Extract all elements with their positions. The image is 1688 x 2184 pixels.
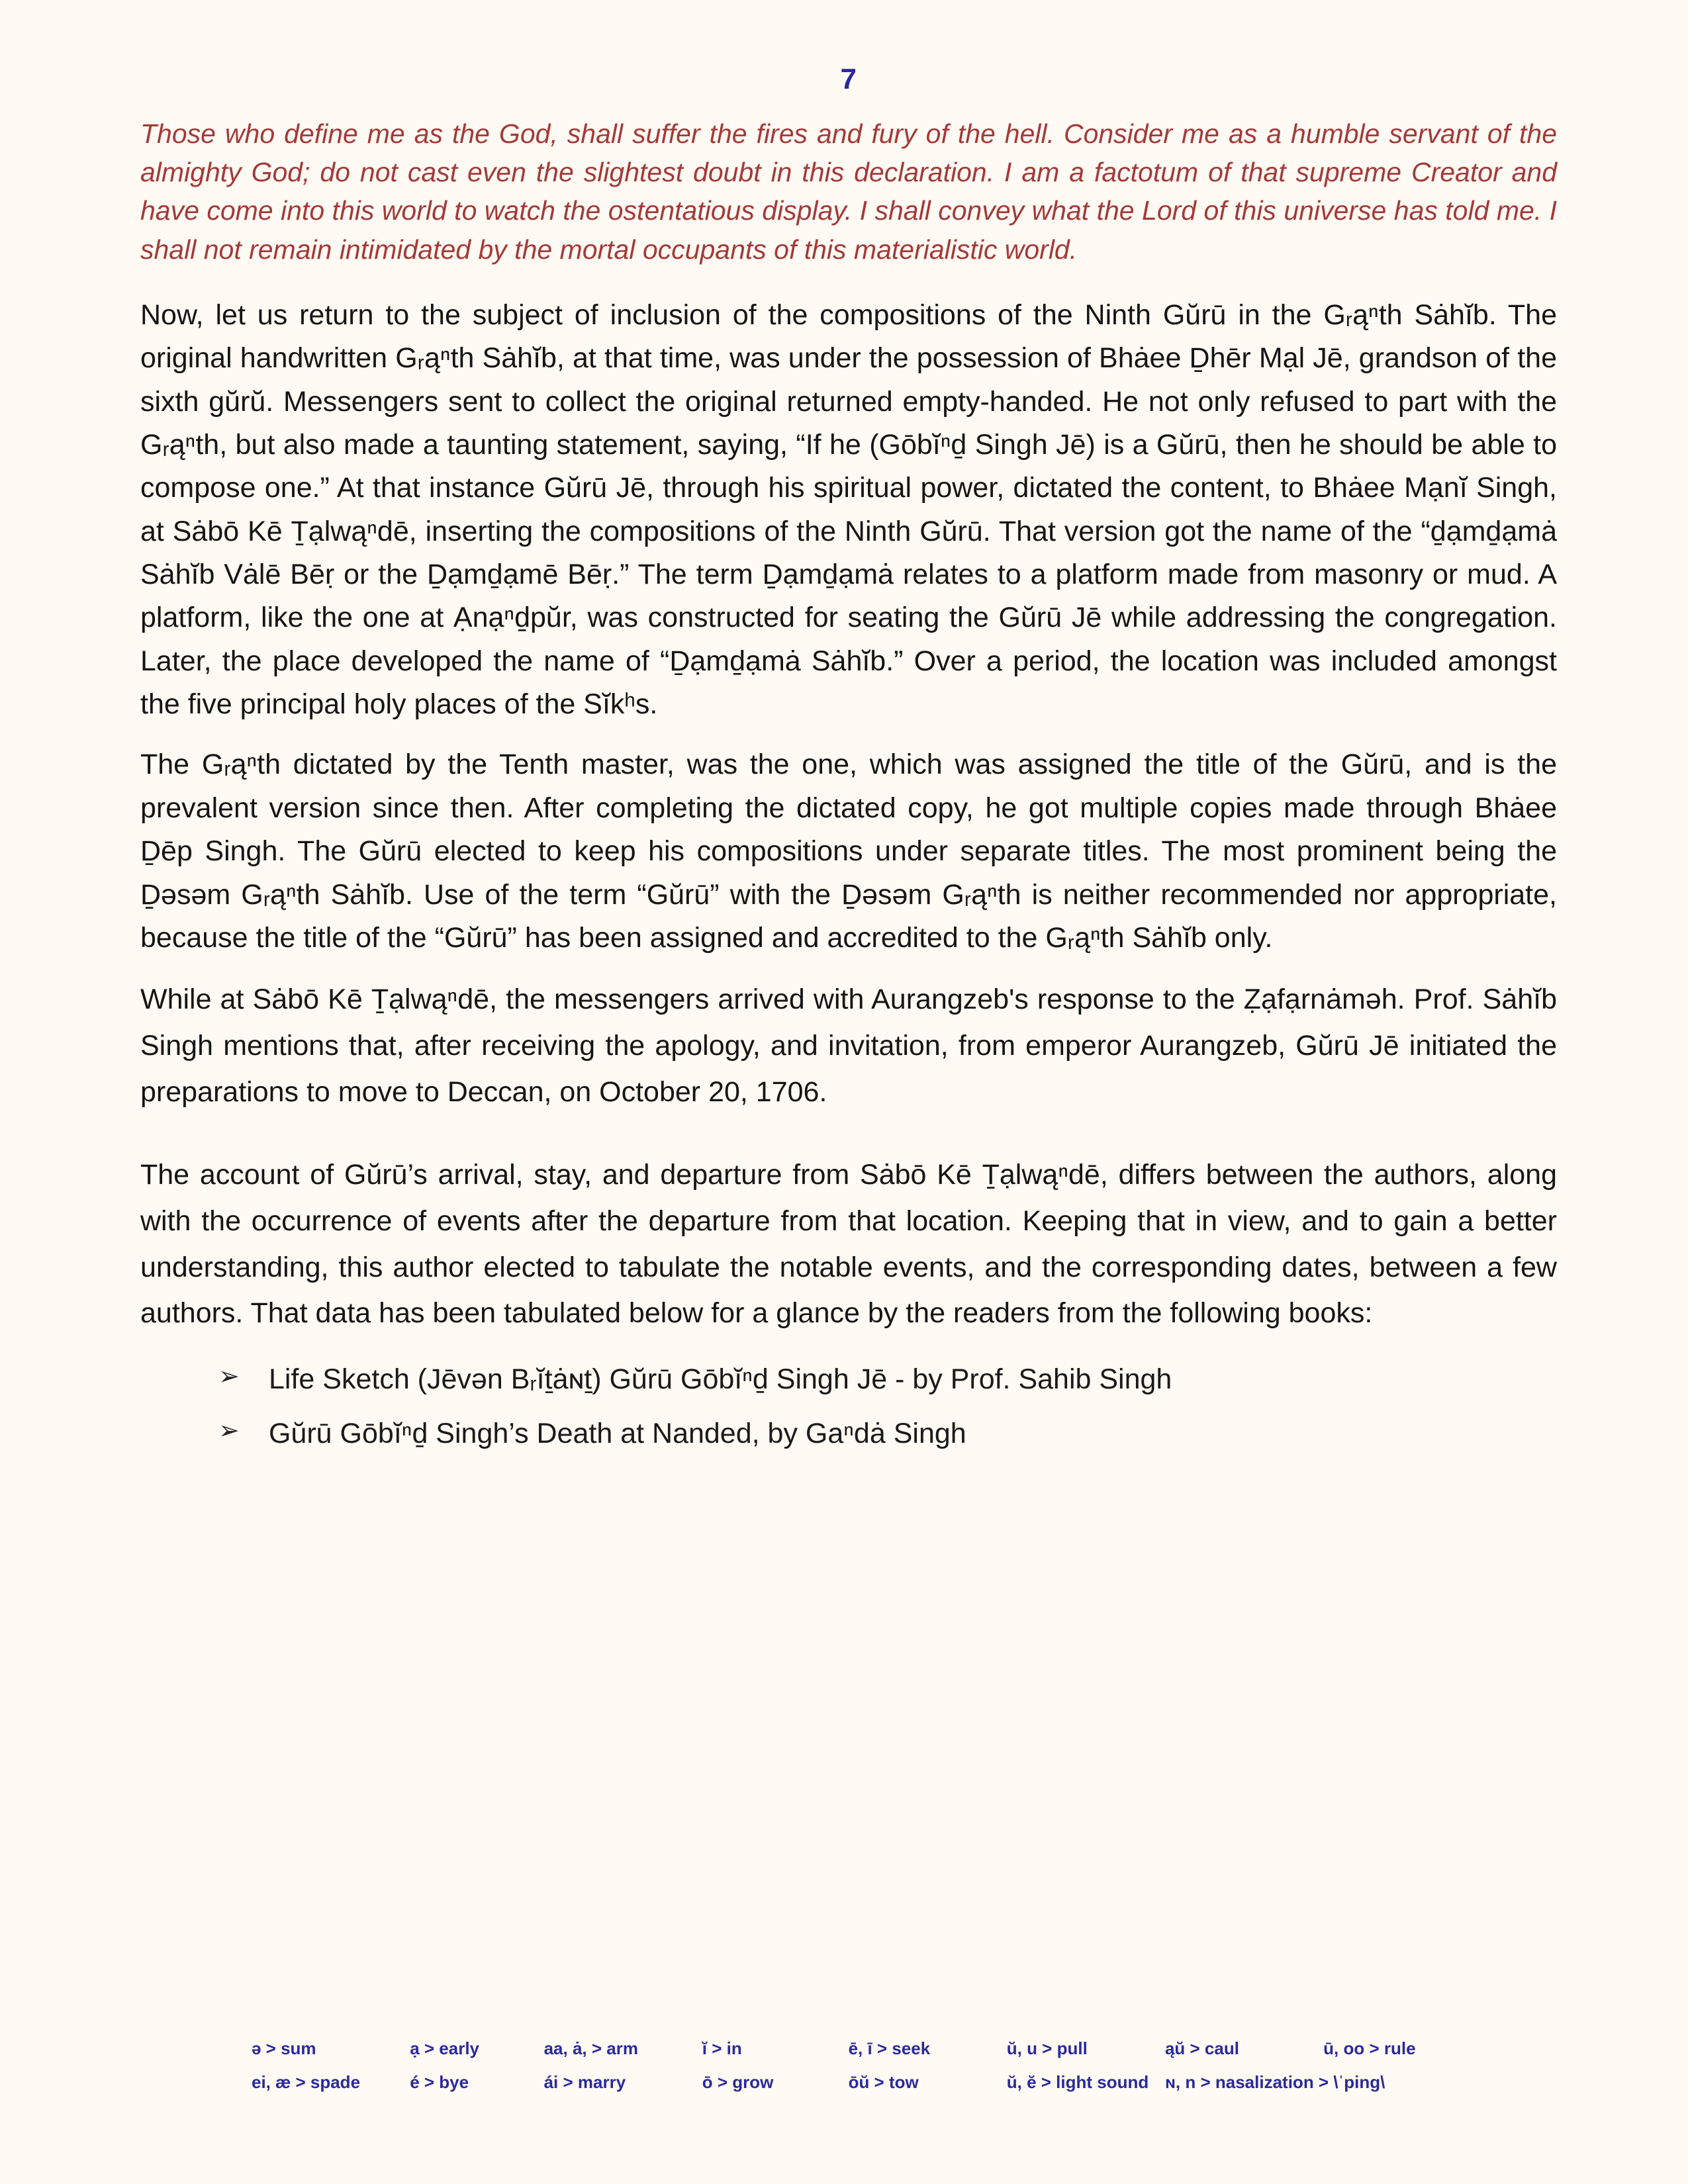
bullet-arrow-icon: ➢ <box>218 1362 240 1390</box>
list-item-label: Life Sketch (Jēvən Bᵣĭṯȧɴṯ) Gŭrū Gōbĭⁿḏ Singh Jē - by Prof. Sahib Singh <box>269 1363 1172 1395</box>
page-number: 7 <box>840 63 857 95</box>
key-cell: ái > marry <box>543 2072 626 2092</box>
list-item <box>218 1411 1557 1457</box>
pronunciation-key <box>252 2032 1470 2099</box>
list-item-label: Gŭrū Gōbĭⁿḏ Singh’s Death at Nanded, by Gaⁿdȧ Singh <box>269 1417 966 1449</box>
pull-quote: Those who define me as the God, shall suffer the fires and fury of the hell. Consider me as a humble servant of the almighty God; do not cast even the slightest doubt in this declaration. I am a factotum of that supreme Creator and have come into this world to watch the ostentatious display. I shall convey what the Lord of this universe has told me. I shall not remain intimidated by the mortal occupants of this materialistic world. <box>140 118 1557 265</box>
key-cell: é > bye <box>410 2072 469 2092</box>
key-cell: ū, oo > rule <box>1323 2038 1416 2058</box>
key-cell: ŭ, ĕ > light sound <box>1006 2072 1149 2092</box>
table-row <box>252 2066 1470 2099</box>
page-content <box>140 63 1557 1465</box>
pronunciation-key-table <box>252 2032 1470 2099</box>
key-cell: ō > grow <box>702 2072 774 2092</box>
key-cell: ĭ > in <box>702 2038 742 2058</box>
key-cell: ei, æ > spade <box>252 2072 361 2092</box>
list-item <box>218 1357 1557 1403</box>
paragraph-4: The account of Gŭrū’s arrival, stay, and departure from Sȧbō Kē Ṯạlwąⁿdē, differs between the authors, along with the occurrence of events after the departure from that location. Keeping that in view, and to gain a better understanding, this author elected to tabulate the notable events, and the corresponding dates, between a few authors. That data has been tabulated below for a glance by the readers from the following books: <box>140 1159 1557 1330</box>
bullet-arrow-icon: ➢ <box>218 1416 240 1445</box>
key-cell: ạ > early <box>410 2038 479 2058</box>
paragraph-3: While at Sȧbō Kē Ṯạlwąⁿdē, the messengers arrived with Aurangzeb's response to the Ẓạfạrnȧməh. Prof. Sȧhĭb Singh mentions that, after receiving the apology, and invitation, from emperor Aurangzeb, Gŭrū Jē initiated the preparations to move to Deccan, on October 20, 1706. <box>140 983 1557 1108</box>
key-cell: ąŭ > caul <box>1164 2038 1239 2058</box>
key-cell: ē, ī > seek <box>848 2038 931 2058</box>
key-cell: ə > sum <box>252 2038 316 2058</box>
paragraph-1: Now, let us return to the subject of inclusion of the compositions of the Ninth Gŭrū in the Gᵣąⁿth Sȧhĭb. The original handwritten Gᵣąⁿth Sȧhĭb, at that time, was under the possession of Bhȧee Ḏhēr Mạl Jē, grandson of the sixth gŭrŭ. Messengers sent to collect the original returned empty-handed. He not only refused to part with the Gᵣąⁿth, but also made a taunting statement, saying, “If he (Gōbĭⁿḏ Singh Jē) is a Gŭrū, then he should be able to compose one.” At that instance Gŭrū Jē, through his spiritual power, dictated the content, to Bhȧee Mạnĭ Singh, at Sȧbō Kē Ṯạlwąⁿdē, inserting the compositions of the Ninth Gŭrū. That version got the name of the “ḏạmḏạmȧ Sȧhĭb Vȧlē Bēṛ or the Ḏạmḏạmē Bēṛ.” The term Ḏạmḏạmȧ relates to a platform made from masonry or mud. A platform, like the one at Ạnạⁿḏpŭr, was constructed for seating the Gŭrū Jē while addressing the congregation. Later, the place developed the name of “Ḏạmḏạmȧ Sȧhĭb.” Over a period, the location was included amongst the five principal holy places of the Sĭkʰs. <box>140 298 1557 721</box>
paragraph-spacer <box>140 1132 1557 1152</box>
book-list <box>140 1357 1557 1457</box>
key-cell: aa, ȧ, > arm <box>543 2038 638 2058</box>
key-cell: ŭ, u > pull <box>1006 2038 1088 2058</box>
key-cell: ōŭ > tow <box>848 2072 919 2092</box>
paragraph-2: The Gᵣąⁿth dictated by the Tenth master, was the one, which was assigned the title of the Gŭrū, and is the prevalent version since then. After completing the dictated copy, he got multiple copies made through Bhȧee Ḏēp Singh. The Gŭrū elected to keep his compositions under separate titles. The most prominent being the Ḏəsəm Gᵣąⁿth Sȧhĭb. Use of the term “Gŭrū” with the Ḏəsəm Gᵣąⁿth is neither recommended nor appropriate, because the title of the “Gŭrū” has been assigned and accredited to the Gᵣąⁿth Sȧhĭb only. <box>140 749 1557 954</box>
key-cell: ɴ, n > nasalization > \ˈping\ <box>1164 2072 1385 2092</box>
table-row <box>252 2032 1470 2066</box>
